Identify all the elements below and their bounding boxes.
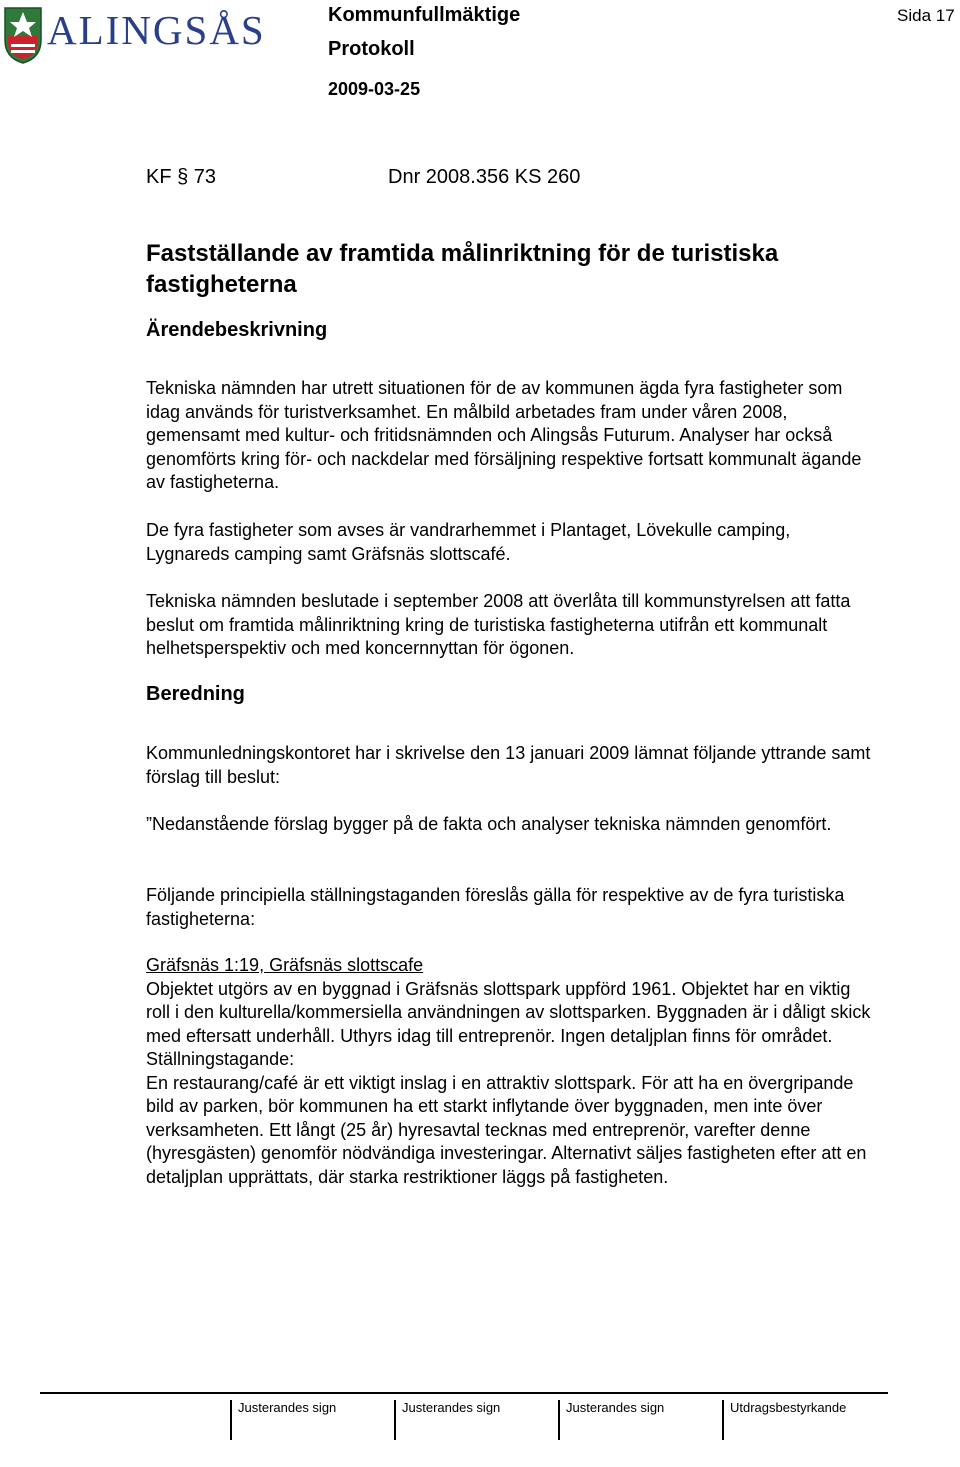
section-heading-description: Ärendebeskrivning: [146, 319, 328, 341]
meeting-date: 2009-03-25: [328, 79, 421, 99]
document-type: Protokoll: [328, 38, 415, 60]
signature-box-1: Justerandes sign: [230, 1400, 336, 1440]
paragraph: Följande principiella ställningstaganden föreslås gälla för respektive av de fyra turistiska fastigheterna:: [146, 885, 845, 929]
paragraph: Tekniska nämnden beslutade i september 2008 att överlåta till kommunstyrelsen att fatta beslut om framtida målinriktning kring de turistiska fastigheterna utifrån ett kommunalt helhetsperspektiv och med koncernnyttan för ögonen.: [146, 591, 851, 658]
page-number: Sida 17: [897, 6, 955, 25]
logo-wordmark: ALINGSÅS: [47, 7, 266, 53]
quoted-paragraph: ”Nedanstående förslag bygger på de fakta och analyser tekniska nämnden genomfört.: [146, 814, 832, 834]
stance-text: En restaurang/café är ett viktigt inslag i en attraktiv slottspark. För att ha en övergripande bild av parken, bör kommunen ha ett starkt inflytande över byggnaden, men inte över verksamheten. Ett långt (25 år) hyresavtal tecknas med entreprenör, varefter denne (hyresgästen) genomför nödvändiga investeringar. Alternativt säljes fastigheten efter att en detaljplan upprättats, där starka restriktioner läggs på fastigheten.: [146, 1072, 867, 1187]
certification-box: Utdragsbestyrkande: [722, 1400, 846, 1440]
municipality-logo: [3, 4, 266, 64]
paragraph: Tekniska nämnden har utrett situationen för de av kommunen ägda fyra fastigheter som idag används för turistverksamhet. En målbild arbetades fram under våren 2008, gemensamt med kultur- och fritidsnämnden och Alingsås Futurum. Analyser har också genomförts kring för- och nackdelar med försäljning respektive fortsatt kommunalt ägande av fastigheterna.: [146, 378, 862, 492]
property-block: [146, 954, 874, 1189]
property-heading: Gräfsnäs 1:19, Gräfsnäs slottscafe: [146, 955, 424, 975]
footer-rule: [40, 1392, 888, 1394]
diary-number: Dnr 2008.356 KS 260: [388, 166, 581, 188]
stance-label: Ställningstagande:: [146, 1049, 295, 1069]
coat-of-arms-icon: [3, 6, 43, 64]
org-name: Kommunfullmäktige: [328, 4, 521, 26]
page-title: Fastställande av framtida målinriktning för de turistiska fastigheterna: [146, 240, 779, 298]
kf-paragraph: KF § 73: [146, 166, 217, 188]
paragraph: De fyra fastigheter som avses är vandrarhemmet i Plantaget, Lövekulle camping, Lygnareds camping samt Gräfsnäs slottscafé.: [146, 520, 791, 564]
property-description: Objektet utgörs av en byggnad i Gräfsnäs slottspark uppförd 1961. Objektet har en viktig roll i den kulturella/kommersiella användningen av slottsparken. Byggnaden är i dåligt skick med eftersatt underhåll. Uthyrs idag till entreprenör. Ingen detaljplan finns för området.: [146, 978, 871, 1046]
section-heading-preparation: Beredning: [146, 683, 245, 705]
signature-box-2: Justerandes sign: [394, 1400, 500, 1440]
paragraph: Kommunledningskontoret har i skrivelse den 13 januari 2009 lämnat följande yttrande samt förslag till beslut:: [146, 743, 871, 787]
signature-box-3: Justerandes sign: [558, 1400, 664, 1440]
